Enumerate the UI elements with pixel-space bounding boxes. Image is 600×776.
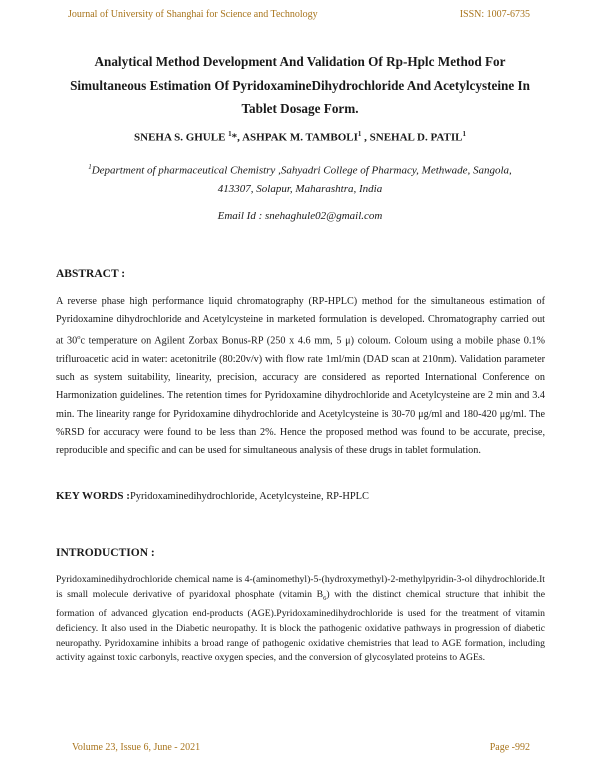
author-2: ASHPAK M. TAMBOLI — [242, 131, 358, 144]
page-number: Page -992 — [489, 742, 530, 753]
title-line-1: Analytical Method Development And Validation Of Rp-Hplc Method For — [94, 54, 506, 69]
affiliation-marker: 1 — [88, 163, 92, 171]
author-separator: , — [364, 131, 367, 144]
degree-mark: o — [77, 334, 81, 342]
abstract-text: A reverse phase high performance liquid chromatography (RP-HPLC) method for the simultaneous estimation of Pyridoxamine dihydrochloride and Acetylcysteine in marketed formulation is developed. Chromatography carried out at 30$^o$c temperature on Agilent Zorbax Bonus-RP (250 x 4.6 mm, 5 μ) coloum. Coloum using a mobile phase 0.1% trifluroacetic acid in water: acetonitrile (80:20v/v) with flow rate 1ml/min (DAD scan at 210nm). Validation parameter such as system suitability, linearity, precision, accuracy are considered as reported International Conference on Harmonization guidelines. The retention times for Pyridoxamine dihydrochloride and Acetylcysteine are 2 min and 3.4 min. The linearity range for Pyridoxamine dihydrochloride and Acetylcysteine is 30-70 μg/ml and 180-420 μg/ml. The %RSD for accuracy were found to be less than 2%. Hence the proposed method was found to be accurate, precise, reproducible and specific and can be used for simultaneous analysis of these drugs in tablet formulation. — [56, 296, 545, 457]
author-2-affil: 1 — [357, 130, 362, 138]
author-3: SNEHAL D. PATIL — [369, 131, 463, 144]
introduction-text: Pyridoxaminedihydrochloride chemical name is 4-(aminomethyl)-5-(hydroxymethyl)-2-methylpyridin-3-ol dihydrochloride.It is small molecule derivative of pyaridoxal phosphate (vitamin $B_6$) with the distinct chemical structure that inhibit the formation of advanced glycation end-products (AGE).Pyridoxaminedihydrochloride is used for the treatment of vitamin deficiency. It also used in the Diabetic neuropathy. It is block the pathogenic oxidative pathways in progression of diabetic neuropathy. Pyridoxamine inhibits a broad range of pathogenic oxidative chemistries that lead to AGE formation, including activity against toxic carbonyls, reactive oxygen species, and the conversion of glycosylated proteins to AGEs. — [56, 574, 545, 664]
introduction-heading: INTRODUCTION : — [56, 547, 155, 559]
keywords-text: Pyridoxaminedihydrochloride, Acetylcysteine, RP-HPLC — [129, 491, 369, 502]
author-list — [0, 130, 600, 144]
affiliation-line-2: 413307, Solapur, Maharashtra, India — [217, 182, 383, 195]
vitamin-subscript: 6 — [323, 594, 327, 602]
title-line-2: Simultaneous Estimation Of PyridoxamineDihydrochloride And Acetylcysteine In — [70, 77, 530, 93]
issn: ISSN: 1007-6735 — [459, 9, 530, 20]
author-1: SNEHA S. GHULE — [134, 131, 226, 144]
volume-info: Volume 23, Issue 6, June - 2021 — [72, 742, 201, 753]
paper-title — [40, 50, 560, 121]
author-email: Email Id : snehaghule02@gmail.com — [217, 210, 383, 222]
corresponding-mark: *, — [231, 131, 240, 144]
journal-name: Journal of University of Shanghai for Science and Technology — [68, 9, 318, 20]
author-1-affil: 1 — [228, 130, 232, 138]
keywords — [56, 490, 369, 502]
author-3-affil: 1 — [462, 130, 466, 138]
abstract-heading: ABSTRACT : — [56, 268, 126, 280]
affiliation — [30, 158, 570, 198]
title-line-3: Tablet Dosage Form. — [241, 101, 359, 116]
keywords-label: KEY WORDS : — [56, 490, 130, 502]
affiliation-line-1: Department of pharmaceutical Chemistry ,Sahyadri College of Pharmacy, Methwade, Sangola, — [91, 164, 512, 177]
